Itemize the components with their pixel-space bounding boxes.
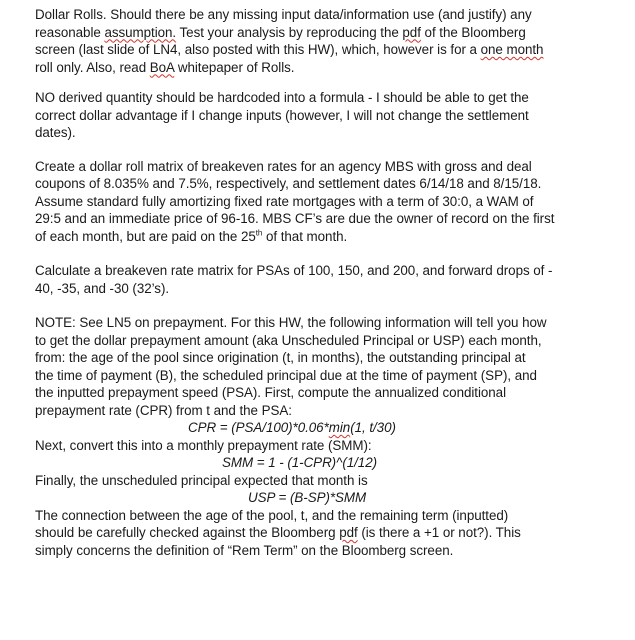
text-run: screen (last slide of LN4, also posted with this HW), which, however is for a <box>35 42 481 57</box>
text-line: Create a dollar roll matrix of breakeven rates for an agency MBS with gross and deal <box>35 158 532 174</box>
formula-cpr <box>35 419 595 437</box>
text-line: to get the dollar prepayment amount (aka Unscheduled Principal or USP) each month, <box>35 332 542 348</box>
text-line: Finally, the unscheduled principal expected that month is <box>35 472 368 488</box>
text-line <box>35 24 595 42</box>
text-line: 29:5 and an immediate price of 96-16. MBS CF’s are due the owner of record on the first <box>35 211 555 226</box>
spellcheck-word: one month <box>480 42 544 57</box>
text-line <box>35 524 595 542</box>
text-line: Dollar Rolls. Should there be any missing input data/information use (and justify) any <box>35 7 532 22</box>
ordinal-suffix: th <box>255 228 263 238</box>
text-run: should be carefully checked against the Bloomberg <box>35 525 340 540</box>
spellcheck-word: BoA <box>149 59 175 75</box>
text-line: dates). <box>35 125 76 140</box>
text-line: Calculate a breakeven rate matrix for PSAs of 100, 150, and 200, and forward drops of - <box>35 263 553 278</box>
paragraph-no-hardcoding <box>35 89 595 142</box>
text-run: of that month. <box>262 228 348 244</box>
text-line: correct dollar advantage if I change inputs (however, I will not change the settlement <box>35 107 529 123</box>
text-line: Assume standard fully amortizing fixed rate mortgages with a term of 30:0, a WAM of <box>35 193 534 209</box>
text-line: NO derived quantity should be hardcoded into a formula - I should be able to get the <box>35 90 529 105</box>
text-line: Next, convert this into a monthly prepayment rate (SMM): <box>35 437 372 453</box>
homework-document <box>35 6 595 571</box>
paragraph-prepayment-note <box>35 314 595 559</box>
formula-run: CPR = (PSA/100)*0.06* <box>188 420 329 435</box>
text-line: from: the age of the pool since origination (t, in months), the outstanding principal at <box>35 350 526 365</box>
text-line: simply concerns the definition of “Rem Term” on the Bloomberg screen. <box>35 542 454 558</box>
spellcheck-word: pdf <box>402 24 421 40</box>
paragraph-roll-matrix-task <box>35 158 595 246</box>
spellcheck-word: pdf <box>339 525 358 540</box>
paragraph-breakeven-matrix <box>35 262 595 297</box>
text-run: (is there a +1 or not?). This <box>357 525 521 540</box>
text-run: reasonable <box>35 24 105 40</box>
text-line <box>35 59 595 77</box>
spellcheck-word: assumption. <box>104 24 177 40</box>
text-line: the inputted prepayment speed (PSA). First, compute the annualized conditional <box>35 385 507 400</box>
formula-run: (1, t/30) <box>350 420 396 435</box>
paragraph-dollar-rolls-intro <box>35 6 595 76</box>
text-line: coupons of 8.035% and 7.5%, respectively, and settlement dates 6/14/18 and 8/15/18. <box>35 176 542 191</box>
spellcheck-word: min <box>328 420 351 435</box>
text-line: NOTE: See LN5 on prepayment. For this HW, the following information will tell you how <box>35 315 547 330</box>
formula-smm: SMM = 1 - (1-CPR)^(1/12) <box>222 455 378 470</box>
text-line: prepayment rate (CPR) from t and the PSA: <box>35 402 292 418</box>
text-line: The connection between the age of the pool, t, and the remaining term (inputted) <box>35 507 509 523</box>
text-line <box>35 41 595 59</box>
text-run: whitepaper of Rolls. <box>174 59 295 75</box>
text-run: of the Bloomberg <box>420 24 526 40</box>
text-line: the time of payment (B), the scheduled principal due at the time of payment (SP), and <box>35 367 537 383</box>
text-line: 40, -35, and -30 (32’s). <box>35 280 170 296</box>
text-run: of each month, but are paid on the 25 <box>35 228 256 244</box>
text-run: roll only. Also, read <box>35 59 150 75</box>
text-run: Test your analysis by reproducing the <box>176 24 403 40</box>
text-line <box>35 228 595 246</box>
formula-usp: USP = (B-SP)*SMM <box>248 490 367 505</box>
